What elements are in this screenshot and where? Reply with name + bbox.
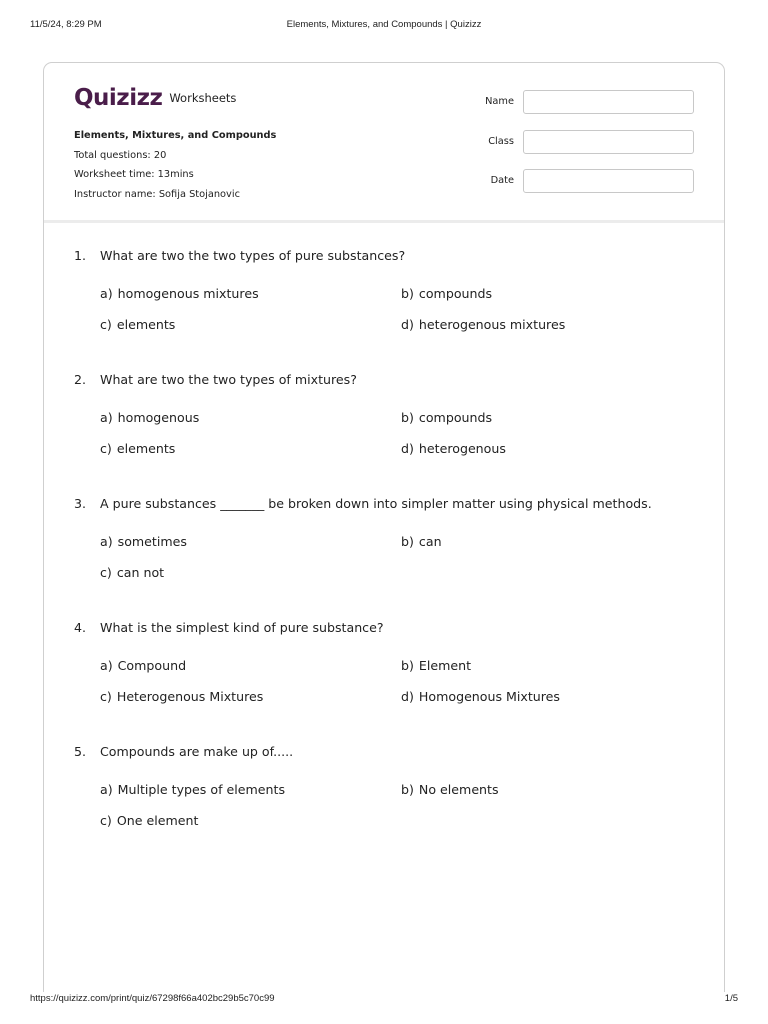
option-letter: c) <box>100 689 112 704</box>
option-row <box>74 565 704 596</box>
option-letter: d) <box>401 441 414 456</box>
page-number: 1/5 <box>724 993 738 1004</box>
option-text: can <box>418 534 442 549</box>
date-label: Date <box>490 175 514 186</box>
option-row <box>74 286 704 317</box>
option-letter: b) <box>401 534 414 549</box>
question-number: 1. <box>74 248 87 263</box>
option-text: sometimes <box>117 534 187 549</box>
answer-options <box>74 658 704 720</box>
print-footer <box>0 993 768 1007</box>
option-letter: b) <box>401 286 414 301</box>
option-row <box>74 782 704 813</box>
option-text: compounds <box>418 410 493 425</box>
option-text: Heterogenous Mixtures <box>116 689 264 704</box>
date-field[interactable] <box>523 169 694 193</box>
question-number: 3. <box>74 496 87 511</box>
option-letter: a) <box>100 286 113 301</box>
answer-options <box>74 286 704 348</box>
option-row <box>74 658 704 689</box>
question-1 <box>74 248 704 372</box>
answer-options <box>74 782 704 844</box>
option-text: One element <box>116 813 199 828</box>
option-b <box>401 534 442 549</box>
option-letter: c) <box>100 441 112 456</box>
question-stem <box>74 372 704 392</box>
option-c <box>100 317 175 332</box>
student-fields <box>464 90 694 209</box>
logo-subtitle: Worksheets <box>169 91 237 105</box>
option-c <box>100 565 164 580</box>
date-field-row <box>464 169 694 193</box>
question-text: Compounds are make up of..... <box>100 744 294 759</box>
option-letter: b) <box>401 410 414 425</box>
option-a <box>100 534 187 549</box>
question-text: What are two the two types of mixtures? <box>100 372 357 387</box>
quizizz-logo: Quizizz <box>74 85 163 111</box>
question-3 <box>74 496 704 620</box>
question-stem <box>74 496 704 516</box>
worksheet-header <box>44 63 724 223</box>
option-a <box>100 410 199 425</box>
question-stem <box>74 248 704 268</box>
question-4 <box>74 620 704 744</box>
print-page-title: Elements, Mixtures, and Compounds | Quizizz <box>286 19 482 30</box>
class-field-row <box>464 130 694 154</box>
option-text: Multiple types of elements <box>117 782 285 797</box>
option-row <box>74 317 704 348</box>
class-field[interactable] <box>523 130 694 154</box>
worksheet-title: Elements, Mixtures, and Compounds <box>74 130 277 141</box>
question-list <box>74 248 704 868</box>
option-row <box>74 689 704 720</box>
worksheet-time: Worksheet time: 13mins <box>74 169 194 180</box>
option-letter: d) <box>401 317 414 332</box>
option-letter: b) <box>401 658 414 673</box>
option-b <box>401 658 471 673</box>
worksheet-meta <box>74 126 276 204</box>
answer-options <box>74 534 704 596</box>
option-b <box>401 286 492 301</box>
option-letter: a) <box>100 410 113 425</box>
option-letter: d) <box>401 689 414 704</box>
question-stem <box>74 620 704 640</box>
question-number: 4. <box>74 620 87 635</box>
option-row <box>74 410 704 441</box>
option-a <box>100 286 259 301</box>
instructor-name: Instructor name: Sofija Stojanovic <box>74 188 240 200</box>
question-number: 2. <box>74 372 87 387</box>
class-label: Class <box>488 135 514 147</box>
option-d <box>401 317 565 332</box>
option-text: elements <box>116 317 176 332</box>
print-url[interactable]: https://quizizz.com/print/quiz/67298f66a402bc29b5c70c99 <box>30 993 275 1004</box>
answer-options <box>74 410 704 472</box>
option-letter: a) <box>100 658 113 673</box>
option-letter: c) <box>100 317 112 332</box>
question-number: 5. <box>74 744 87 759</box>
question-text: What are two the two types of pure substances? <box>100 248 406 263</box>
option-b <box>401 410 492 425</box>
name-field-row <box>464 90 694 114</box>
option-letter: c) <box>100 565 112 580</box>
print-header <box>0 19 768 33</box>
name-field[interactable] <box>523 90 694 114</box>
option-text: Compound <box>117 658 187 673</box>
option-letter: b) <box>401 782 414 797</box>
option-text: can not <box>116 565 165 580</box>
option-c <box>100 813 198 828</box>
option-b <box>401 782 499 797</box>
option-d <box>401 689 560 704</box>
total-questions: Total questions: 20 <box>74 149 167 161</box>
logo-row <box>74 83 236 113</box>
option-a <box>100 658 186 673</box>
question-stem <box>74 744 704 764</box>
option-letter: c) <box>100 813 112 828</box>
option-row <box>74 813 704 844</box>
question-text: What is the simplest kind of pure substance? <box>100 620 384 635</box>
worksheet-card <box>43 62 725 992</box>
option-a <box>100 782 285 797</box>
option-text: heterogenous <box>418 441 506 456</box>
option-text: Homogenous Mixtures <box>418 689 560 704</box>
option-letter: a) <box>100 782 113 797</box>
option-c <box>100 689 263 704</box>
option-text: heterogenous mixtures <box>418 317 566 332</box>
option-c <box>100 441 175 456</box>
option-letter: a) <box>100 534 113 549</box>
question-text: A pure substances _______ be broken down into simpler matter using physical methods. <box>100 496 652 511</box>
name-label: Name <box>485 96 514 107</box>
option-d <box>401 441 506 456</box>
option-row <box>74 441 704 472</box>
option-text: No elements <box>418 782 499 797</box>
option-text: Element <box>418 658 472 673</box>
option-text: compounds <box>418 286 493 301</box>
option-row <box>74 534 704 565</box>
print-datetime: 11/5/24, 8:29 PM <box>30 19 102 30</box>
option-text: homogenous mixtures <box>117 286 259 301</box>
option-text: elements <box>116 441 176 456</box>
question-2 <box>74 372 704 496</box>
question-5 <box>74 744 704 868</box>
option-text: homogenous <box>117 410 200 425</box>
